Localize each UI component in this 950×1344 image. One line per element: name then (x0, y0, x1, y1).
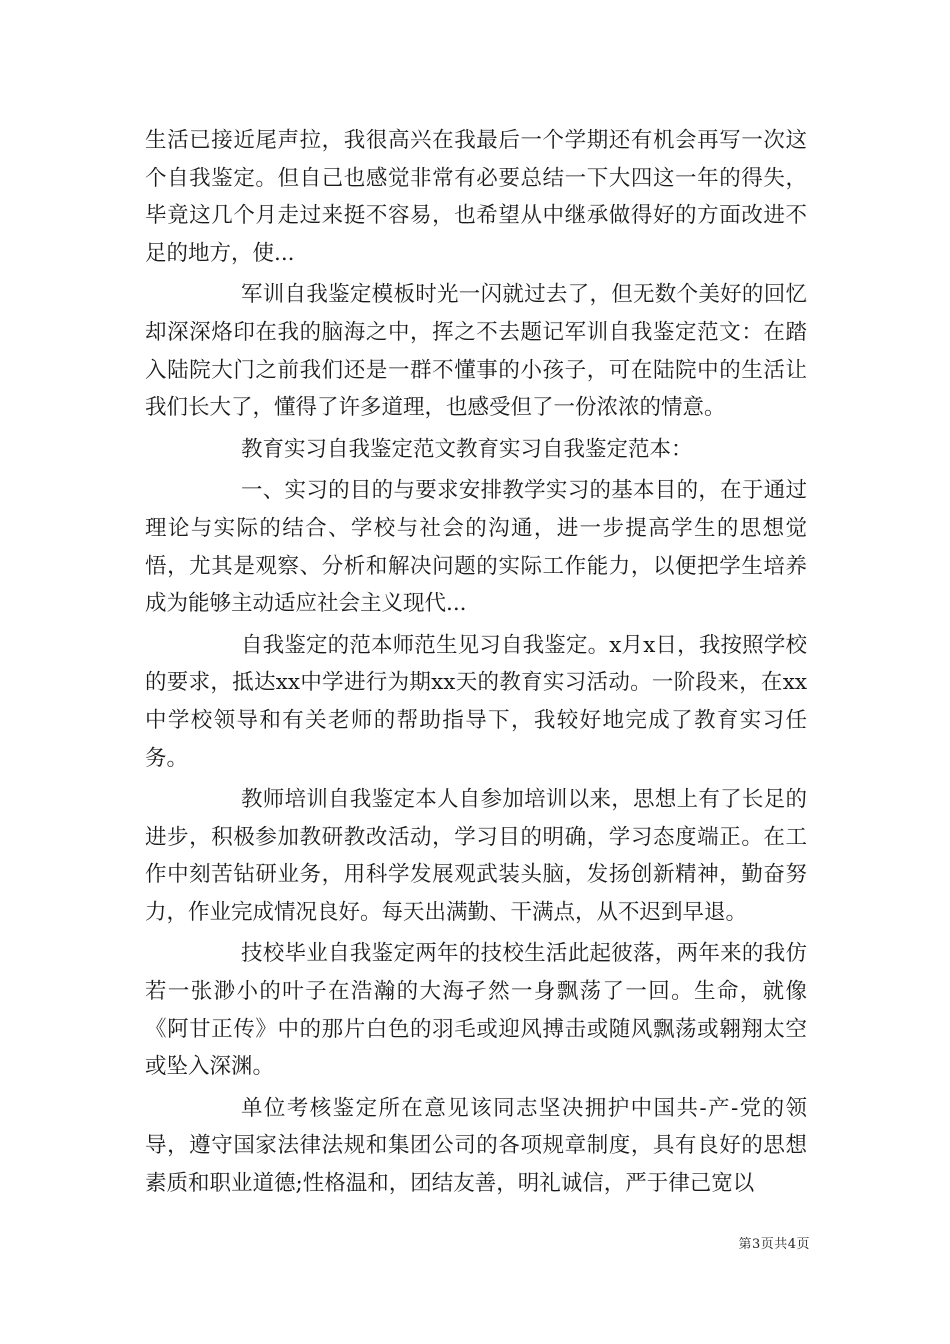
document-body (145, 122, 807, 1203)
paragraph-5: 自我鉴定的范本师范生见习自我鉴定。x月x日，我按照学校的要求，抵达xx中学进行为期xx天的教育实习活动。一阶段来，在xx中学校领导和有关老师的帮助指导下，我较好地完成了教育实习任务。 (145, 632, 807, 771)
page-number: 第3页共4页 (738, 1237, 810, 1252)
paragraph-7: 技校毕业自我鉴定两年的技校生活此起彼落，两年来的我仿若一张渺小的叶子在浩瀚的大海孑然一身飘荡了一回。生命，就像《阿甘正传》中的那片白色的羽毛或迎风搏击或随风飘荡或翱翔太空或坠入深渊。 (145, 941, 807, 1080)
paragraph-2: 军训自我鉴定模板时光一闪就过去了，但无数个美好的回忆却深深烙印在我的脑海之中，挥之不去题记军训自我鉴定范文：在踏入陆院大门之前我们还是一群不懂事的小孩子，可在陆院中的生活让我们长大了，懂得了许多道理，也感受但了一份浓浓的情意。 (145, 282, 807, 421)
paragraph-4: 一、实习的目的与要求安排教学实习的基本目的，在于通过理论与实际的结合、学校与社会的沟通，进一步提高学生的思想觉悟，尤其是观察、分析和解决问题的实际工作能力，以便把学生培养成为能够主动适应社会主义现代... (145, 478, 807, 617)
paragraph-3: 教育实习自我鉴定范文教育实习自我鉴定范本： (241, 436, 693, 462)
paragraph-6: 教师培训自我鉴定本人自参加培训以来，思想上有了长足的进步，积极参加教研教改活动，学习目的明确，学习态度端正。在工作中刻苦钻研业务，用科学发展观武装头脑，发扬创新精神，勤奋努力，作业完成情况良好。每天出满勤、干满点，从不迟到早退。 (145, 787, 807, 925)
paragraph-1: 生活已接近尾声拉，我很高兴在我最后一个学期还有机会再写一次这个自我鉴定。但自己也感觉非常有必要总结一下大四这一年的得失，毕竟这几个月走过来挺不容易，也希望从中继承做得好的方面改进不足的地方，使... (145, 128, 807, 266)
paragraph-8: 单位考核鉴定所在意见该同志坚决拥护中国共-产-党的领导，遵守国家法律法规和集团公司的各项规章制度，具有良好的思想素质和职业道德;性格温和，团结友善，明礼诚信，严于律己宽以 (145, 1095, 807, 1197)
